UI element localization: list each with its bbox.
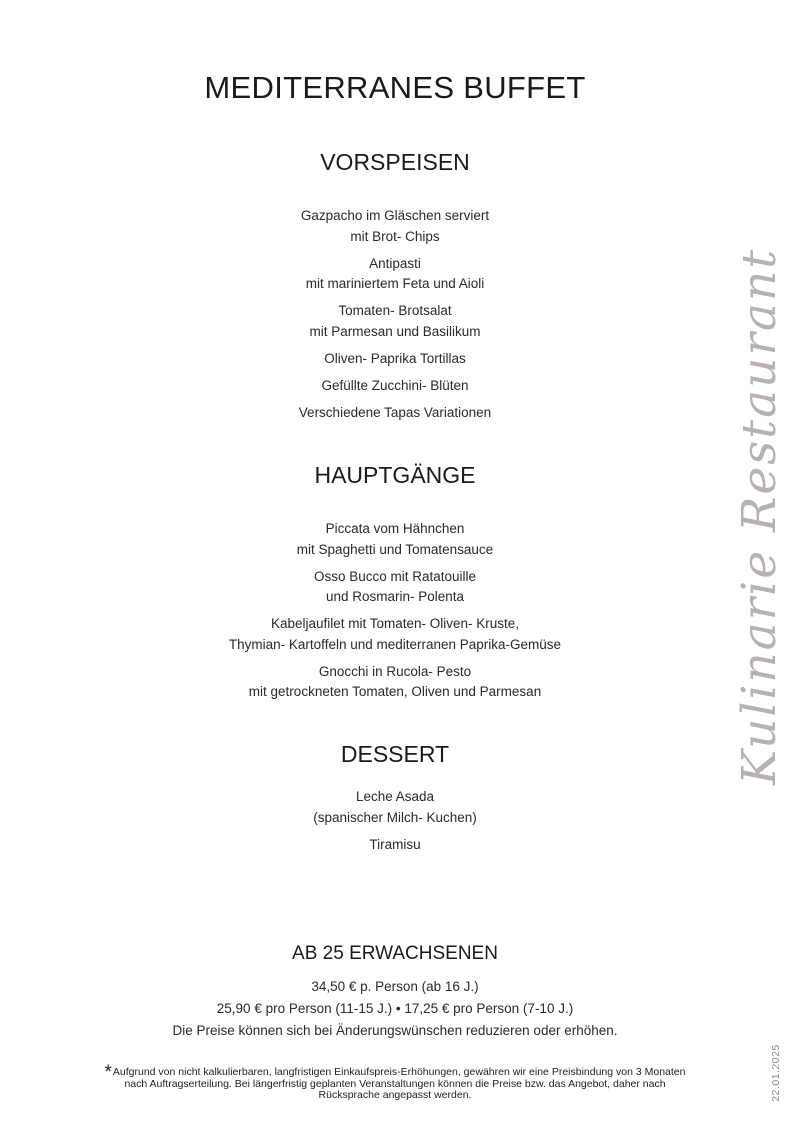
menu-list-hauptgaenge — [0, 519, 790, 709]
menu-item — [0, 519, 790, 560]
page-title: MEDITERRANES BUFFET — [204, 70, 586, 105]
menu-item-description: (spanischer Milch- Kuchen) — [313, 809, 477, 825]
menu-item-name: Osso Bucco mit Ratatouille — [313, 568, 477, 584]
menu-item-name: Oliven- Paprika Tortillas — [324, 350, 466, 366]
menu-item — [0, 254, 790, 295]
menu-item — [0, 349, 790, 370]
menu-item-description: mit Brot- Chips — [350, 228, 440, 244]
menu-item-description: mit getrockneten Tomaten, Oliven und Parmesan — [248, 684, 542, 699]
menu-item-name: Tomaten- Brotsalat — [338, 303, 452, 318]
menu-item-description: mit mariniertem Feta und Aioli — [305, 276, 485, 291]
restaurant-signature-logo: Kulinarie Restaurant — [732, 247, 787, 785]
menu-item-name: Gnocchi in Rucola- Pesto — [318, 663, 472, 679]
menu-item-name: Gefüllte Zucchini- Blüten — [321, 377, 469, 393]
menu-item-name: Antipasti — [369, 255, 421, 271]
menu-item-name: Tiramisu — [369, 836, 421, 852]
menu-item — [0, 835, 790, 856]
menu-item — [0, 614, 790, 655]
menu-item-description: Thymian- Kartoffeln und mediterranen Paprika-Gemüse — [228, 636, 562, 652]
document-date: 22.01.2025 — [770, 1044, 782, 1102]
menu-item-name: Kabeljaufilet mit Tomaten- Oliven- Kruste, — [270, 616, 520, 631]
menu-item — [0, 301, 790, 342]
pricing-heading: AB 25 ERWACHSENEN — [292, 943, 498, 964]
menu-item — [0, 787, 790, 828]
menu-item-description: mit Spaghetti und Tomatensauce — [296, 541, 494, 557]
menu-item-name: Gazpacho im Gläschen serviert — [300, 208, 490, 223]
menu-item-name: Verschiedene Tapas Variationen — [298, 404, 492, 420]
menu-item-name: Leche Asada — [355, 789, 435, 804]
price-note: Die Preise können sich bei Änderungswünschen reduzieren oder erhöhen. — [172, 1023, 618, 1038]
footnote-text: Aufgrund von nicht kalkulierbaren, langfristigen Einkaufspreis-Erhöhungen, gewähren wir eine Preisbindung von 3 Monaten nach Auftragserteilung. Bei längerfristig geplanten Veranstaltungen können die Preise bzw. das Angebot, daher nach Rücksprache angepasst werden. — [112, 1066, 686, 1101]
section-heading-dessert: DESSERT — [340, 741, 450, 767]
menu-item — [0, 567, 790, 608]
menu-item — [0, 206, 790, 247]
section-heading-vorspeisen: VORSPEISEN — [320, 149, 470, 175]
menu-item-description: mit Parmesan und Basilikum — [309, 323, 481, 339]
footnote-star: * — [104, 1062, 112, 1083]
menu-item — [0, 662, 790, 703]
menu-list-vorspeisen — [0, 206, 790, 430]
section-heading-hauptgaenge: HAUPTGÄNGE — [314, 462, 476, 488]
price-children: 25,90 € pro Person (11-15 J.) • 17,25 € pro Person (7-10 J.) — [216, 1001, 574, 1016]
menu-item-description: und Rosmarin- Polenta — [325, 589, 465, 604]
footnote — [100, 1062, 690, 1102]
menu-item — [0, 403, 790, 424]
price-adult: 34,50 € p. Person (ab 16 J.) — [311, 979, 479, 994]
menu-item-name: Piccata vom Hähnchen — [325, 521, 465, 536]
menu-item — [0, 376, 790, 397]
pricing-block — [0, 976, 790, 1042]
menu-list-dessert — [0, 787, 790, 862]
